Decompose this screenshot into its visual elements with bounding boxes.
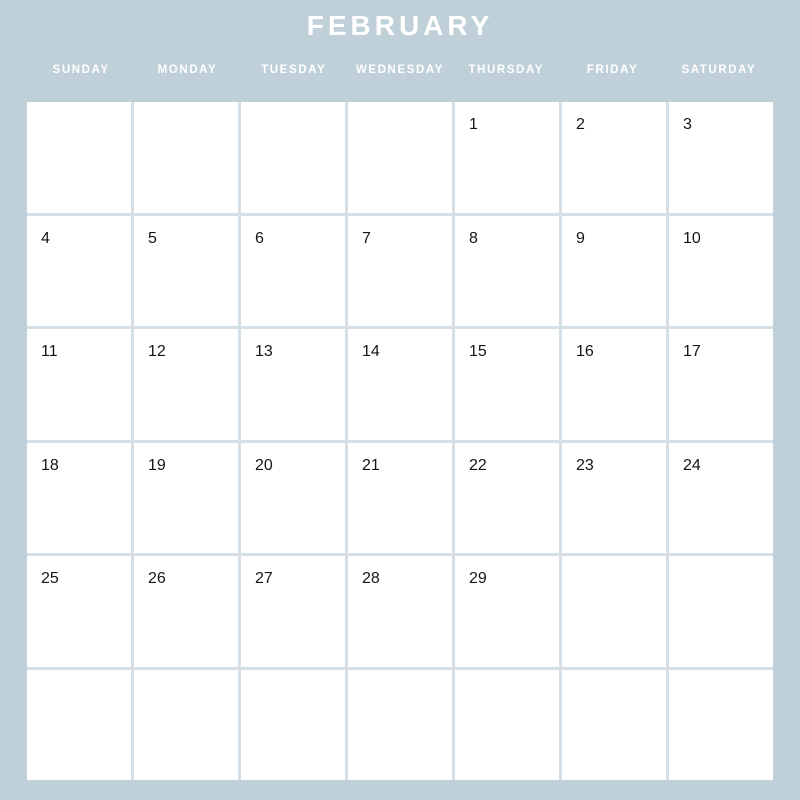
day-number: 1 <box>469 116 478 133</box>
weekday-friday: FRIDAY <box>586 64 639 76</box>
day-cell[interactable] <box>27 670 131 781</box>
day-cell[interactable] <box>669 670 773 781</box>
day-cell[interactable] <box>348 329 452 440</box>
day-number: 12 <box>148 343 166 360</box>
day-cell[interactable] <box>27 443 131 554</box>
day-cell[interactable] <box>562 556 666 667</box>
day-cell[interactable] <box>455 102 559 213</box>
day-number: 15 <box>469 343 487 360</box>
weekday-tuesday: TUESDAY <box>261 64 327 76</box>
day-cell[interactable] <box>562 670 666 781</box>
day-number: 27 <box>255 570 273 587</box>
day-number: 19 <box>148 456 166 474</box>
day-number: 5 <box>148 229 157 247</box>
day-cell[interactable] <box>669 102 773 213</box>
day-cell[interactable] <box>27 102 131 213</box>
day-cell[interactable] <box>348 216 452 327</box>
day-cell[interactable] <box>455 329 559 440</box>
day-number: 9 <box>576 229 585 247</box>
day-cell[interactable] <box>562 443 666 554</box>
day-number: 22 <box>469 456 487 474</box>
day-cell[interactable] <box>348 556 452 667</box>
weekday-thursday: THURSDAY <box>468 64 545 76</box>
day-cell[interactable] <box>241 556 345 667</box>
calendar-grid <box>27 102 773 780</box>
day-cell[interactable] <box>562 102 666 213</box>
weekday-wednesday: WEDNESDAY <box>355 64 445 76</box>
day-cell[interactable] <box>27 216 131 327</box>
day-cell[interactable] <box>669 329 773 440</box>
day-number: 24 <box>683 456 701 474</box>
day-cell[interactable] <box>134 102 238 213</box>
day-cell[interactable] <box>27 329 131 440</box>
day-number: 29 <box>469 570 487 587</box>
day-number: 10 <box>683 229 701 247</box>
day-cell[interactable] <box>669 216 773 327</box>
day-cell[interactable] <box>134 329 238 440</box>
day-cell[interactable] <box>27 556 131 667</box>
day-number: 26 <box>148 570 166 587</box>
day-cell[interactable] <box>241 216 345 327</box>
day-number: 3 <box>683 116 692 133</box>
day-cell[interactable] <box>241 329 345 440</box>
day-cell[interactable] <box>134 443 238 554</box>
day-cell[interactable] <box>669 556 773 667</box>
day-number: 14 <box>362 343 380 360</box>
day-number: 7 <box>362 229 371 247</box>
day-number: 20 <box>255 456 273 474</box>
day-cell[interactable] <box>669 443 773 554</box>
day-cell[interactable] <box>455 556 559 667</box>
day-cell[interactable] <box>241 443 345 554</box>
day-number: 2 <box>576 116 585 133</box>
day-cell[interactable] <box>134 216 238 327</box>
day-number: 18 <box>41 456 59 474</box>
day-number: 17 <box>683 343 701 360</box>
day-number: 4 <box>41 229 50 247</box>
weekday-sunday: SUNDAY <box>52 64 110 76</box>
day-number: 28 <box>362 570 380 587</box>
day-cell[interactable] <box>455 443 559 554</box>
day-cell[interactable] <box>562 329 666 440</box>
weekday-monday: MONDAY <box>157 64 218 76</box>
weekday-header-row <box>28 62 772 78</box>
day-number: 11 <box>41 343 58 360</box>
day-cell[interactable] <box>348 670 452 781</box>
day-number: 23 <box>576 456 594 474</box>
day-cell[interactable] <box>348 443 452 554</box>
day-number: 16 <box>576 343 594 360</box>
day-cell[interactable] <box>241 670 345 781</box>
day-cell[interactable] <box>134 670 238 781</box>
day-cell[interactable] <box>348 102 452 213</box>
day-cell[interactable] <box>562 216 666 327</box>
day-cell[interactable] <box>241 102 345 213</box>
day-number: 25 <box>41 570 59 587</box>
day-number: 13 <box>255 343 273 360</box>
day-number: 8 <box>469 229 478 247</box>
day-number: 21 <box>362 456 380 474</box>
day-cell[interactable] <box>455 216 559 327</box>
day-number: 6 <box>255 229 264 247</box>
month-title: FEBRUARY <box>306 10 494 41</box>
day-cell[interactable] <box>134 556 238 667</box>
weekday-saturday: SATURDAY <box>681 64 757 76</box>
day-cell[interactable] <box>455 670 559 781</box>
